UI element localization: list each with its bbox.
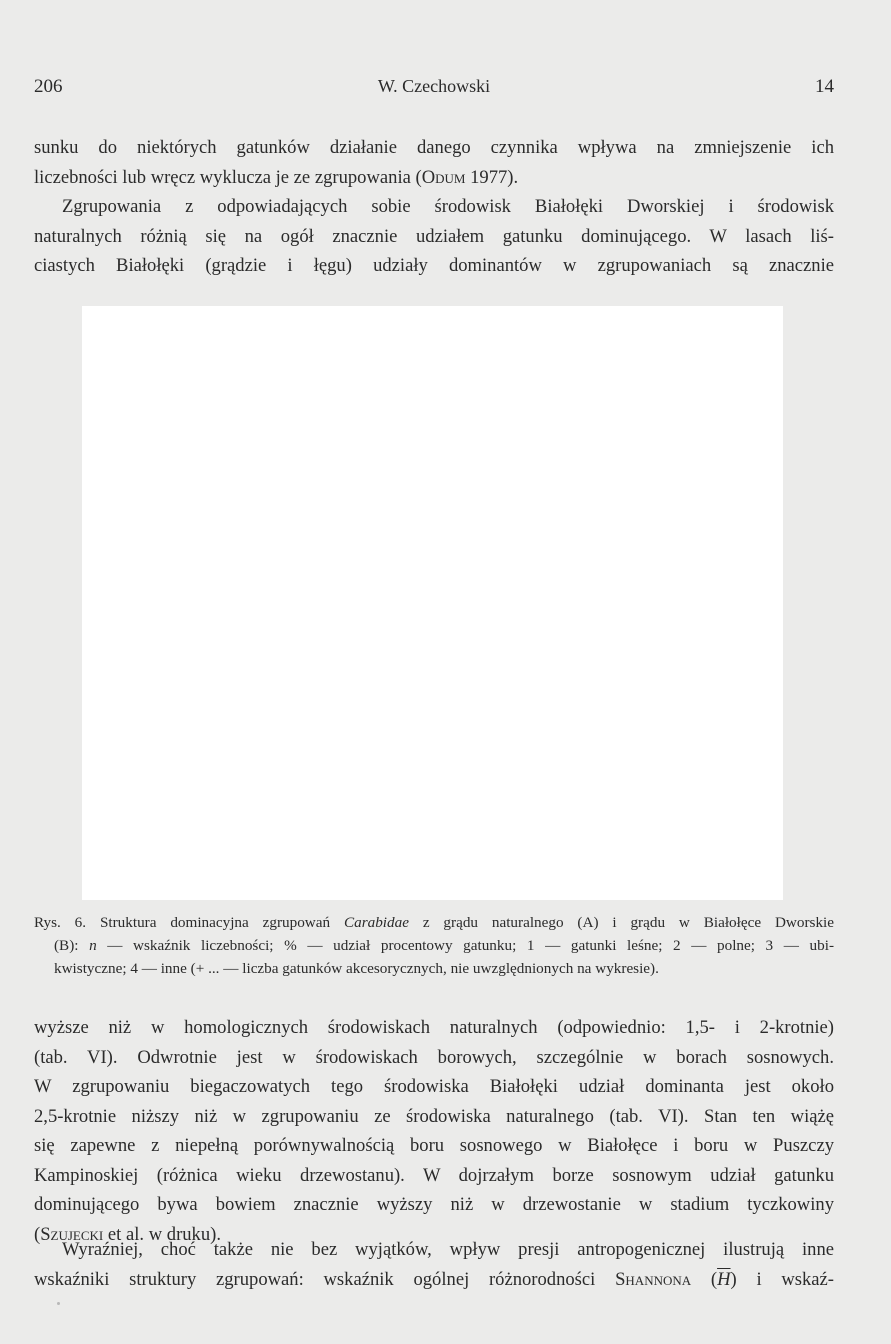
paragraph-2-line-2: naturalnych różnią się na ogół znacznie udziałem gatunku dominującego. W lasach liś-: [34, 225, 834, 247]
paragraph-3-line-5: się zapewne z niepełną porównywalnością boru sosnowego w Białołęce i boru w Puszczy: [34, 1135, 834, 1156]
paragraph-4-line-2: [34, 1265, 834, 1295]
caption-line-1-rest: z grądu naturalnego (A) i grądu w Białołęce Dworskie: [408, 914, 835, 931]
paragraph-2: [34, 192, 834, 281]
paragraph-4-line-2-rest: ) i wskaź-: [730, 1268, 834, 1290]
running-header: [34, 76, 834, 102]
caption-line-3: kwistyczne; 4 — inne (+ ... — liczba gatunków akcesorycznych, nie uwzględnionych na wykresie).: [54, 960, 659, 977]
citation-odum: Odum: [421, 166, 466, 188]
paragraph-3-line-7: dominującego bywa bowiem znacznie wyższy niż w drzewostanie w stadium tyczkowiny: [34, 1194, 834, 1215]
figure-6-image: [82, 306, 783, 900]
paragraph-4-line-2-pre: wskaźniki struktury zgrupowań: wskaźnik ogólnej różnorodności: [34, 1268, 616, 1290]
paragraph-1-line-2: [34, 163, 834, 193]
paragraph-3-line-4: 2,5-krotnie niższy niż w zgrupowaniu ze środowiska naturalnego (tab. VI). Stan ten wiążę: [34, 1105, 834, 1127]
paragraph-3-line-1: wyższe niż w homologicznych środowiskach naturalnych (odpowiednio: 1,5- i 2-krotnie): [34, 1017, 834, 1038]
citation-odum-year: 1977).: [465, 166, 519, 188]
paragraph-1: [34, 133, 834, 192]
paragraph-4-sym-open: (: [691, 1268, 718, 1290]
caption-symbol-n: n: [89, 937, 97, 954]
caption-line-1: [34, 911, 834, 934]
paragraph-3-line-8-pre: (: [34, 1223, 41, 1245]
paragraph-4: [34, 1235, 834, 1294]
caption-line-2: [34, 934, 834, 957]
paragraph-4-line-1: Wyraźniej, choć także nie bez wyjątków, wpływ presji antropogenicznej ilustrują inne: [62, 1239, 834, 1260]
citation-szujecki: Szujecki: [40, 1223, 104, 1245]
caption-label: Rys. 6. Struktura dominacyjna zgrupowań: [34, 914, 344, 931]
caption-line-2-pre: (B):: [54, 937, 90, 954]
figure-6-caption: [34, 911, 834, 980]
paragraph-2-line-1: Zgrupowania z odpowiadających sobie środowisk Białołęki Dworskiej i środowisk: [62, 196, 834, 217]
scan-speck: [57, 1302, 60, 1305]
section-number: 14: [815, 76, 834, 97]
paragraph-3-line-8-rest: et al. w druku).: [103, 1223, 221, 1245]
paragraph-1-line-1: sunku do niektórych gatunków działanie danego czynnika wpływa na zmniejszenie ich: [34, 137, 834, 158]
running-author: W. Czechowski: [377, 76, 491, 96]
paragraph-2-line-3: ciastych Białołęki (grądzie i łęgu) udziały dominantów w zgrupowaniach są znacznie: [34, 255, 834, 276]
symbol-h-bar: $\overline{H}$: [717, 1268, 731, 1290]
caption-line-2-rest: — wskaźnik liczebności; % — udział procentowy gatunku; 1 — gatunki leśne; 2 — polne; 3 — ubi-: [96, 937, 834, 954]
paragraph-3-line-3: W zgrupowaniu biegaczowatych tego środowiska Białołęki udział dominanta jest około: [34, 1076, 834, 1097]
paragraph-3: [34, 1013, 834, 1249]
caption-taxon: Carabidae: [343, 914, 409, 931]
page-number: 206: [34, 76, 63, 97]
paragraph-3-line-6: Kampinoskiej (różnica wieku drzewostanu). W dojrzałym borze sosnowym udział gatunku: [34, 1164, 834, 1186]
paragraph-3-line-2: (tab. VI). Odwrotnie jest w środowiskach borowych, szczególnie w borach sosnowych.: [34, 1046, 834, 1068]
citation-shannon: Shannona: [615, 1268, 692, 1290]
paragraph-1-line-2-text: liczebności lub wręcz wyklucza je ze zgrupowania (: [34, 166, 422, 188]
